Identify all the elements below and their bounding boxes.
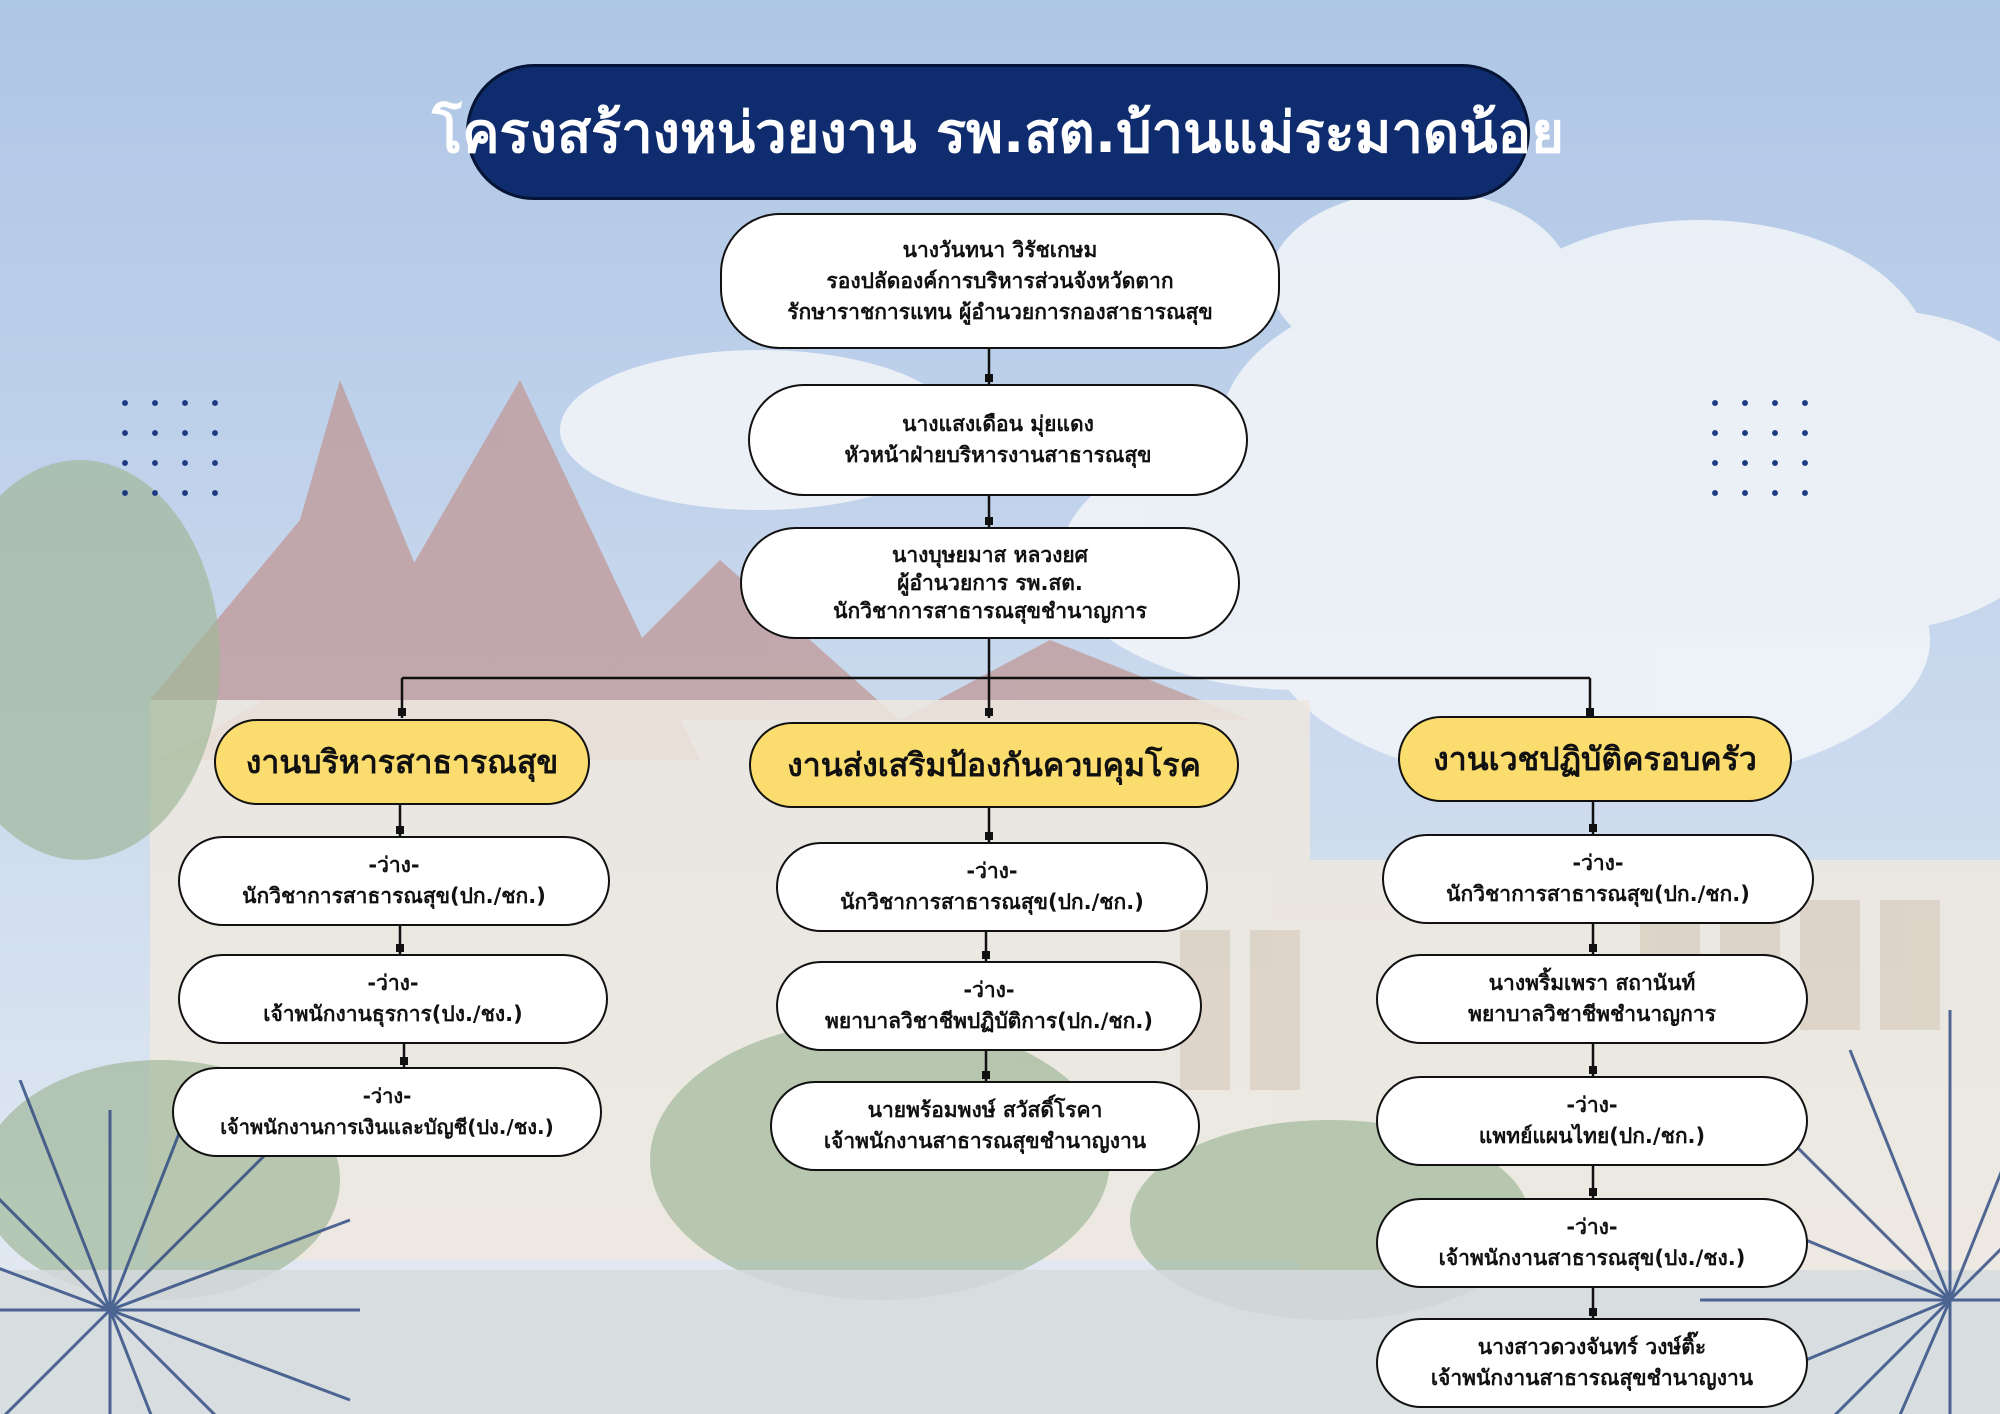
staff-name: -ว่าง- (966, 859, 1018, 883)
connector-node (1589, 1308, 1597, 1316)
staff-name: -ว่าง- (963, 978, 1015, 1002)
staff-node (770, 1081, 1200, 1171)
connector-node (398, 708, 406, 716)
staff-name: นางสาวดวงจันทร์ วงษ์ติ๊ะ (1477, 1335, 1707, 1359)
staff-name: -ว่าง- (362, 1084, 412, 1108)
department-prevention: งานส่งเสริมป้องกันควบคุมโรค (749, 722, 1239, 808)
connector-node (982, 1071, 990, 1079)
staff-position: นักวิชาการสาธารณสุข(ปก./ชก.) (1446, 882, 1750, 906)
staff-node (1382, 834, 1814, 924)
staff-name: -ว่าง- (1572, 851, 1624, 875)
connector-node (1586, 708, 1594, 716)
connector-node (1589, 1066, 1597, 1074)
staff-name: -ว่าง- (1566, 1093, 1618, 1117)
node-name: นางวันทนา วิรัชเกษม (902, 237, 1098, 262)
connector-node (985, 832, 993, 840)
staff-node (178, 836, 610, 926)
node-position: รองปลัดองค์การบริหารส่วนจังหวัดตาก (826, 268, 1174, 293)
staff-position: เจ้าพนักงานสาธารณสุขชำนาญงาน (823, 1129, 1147, 1153)
connector-node (1589, 824, 1597, 832)
staff-node (1376, 1318, 1808, 1408)
connector-node (985, 517, 993, 525)
staff-position: เจ้าพนักงานสาธารณสุข(ปง./ชง.) (1438, 1246, 1746, 1270)
staff-name: -ว่าง- (367, 971, 419, 995)
connector-node (985, 708, 993, 716)
staff-position: เจ้าพนักงานสาธารณสุขชำนาญงาน (1430, 1366, 1754, 1390)
connector-node (1589, 1188, 1597, 1196)
chart-title: โครงสร้างหน่วยงาน รพ.สต.บ้านแม่ระมาดน้อย (466, 64, 1530, 200)
staff-position: เจ้าพนักงานการเงินและบัญชี(ปง./ชง.) (220, 1115, 554, 1139)
staff-position: เจ้าพนักงานธุรการ(ปง./ชง.) (263, 1002, 523, 1026)
staff-node (172, 1067, 602, 1157)
staff-node (1376, 954, 1808, 1044)
staff-position: พยาบาลวิชาชีพปฏิบัติการ(ปก./ชก.) (825, 1009, 1153, 1033)
node-name: นางแสงเดือน มุ่ยแดง (902, 412, 1094, 436)
department-administration: งานบริหารสาธารณสุข (214, 719, 590, 805)
node-position: ผู้อำนวยการ รพ.สต. (897, 571, 1083, 595)
staff-name: นายพร้อมพงษ์ สวัสดิ์โรคา (867, 1098, 1103, 1122)
connector-node (985, 374, 993, 382)
node-position: หัวหน้าฝ่ายบริหารงานสาธารณสุข (844, 443, 1152, 467)
staff-name: นางพริ้มเพรา สถานันท์ (1488, 971, 1696, 995)
staff-node (776, 961, 1202, 1051)
node-head-of-section (748, 384, 1248, 496)
node-name: นางบุษยมาส หลวงยศ (891, 543, 1089, 567)
staff-position: นักวิชาการสาธารณสุข(ปก./ชก.) (840, 890, 1144, 914)
staff-name: -ว่าง- (368, 853, 420, 877)
node-position: รักษาราชการแทน ผู้อำนวยการกองสาธารณสุข (787, 299, 1213, 324)
connector-node (1589, 944, 1597, 952)
node-deputy-chief (720, 213, 1280, 349)
staff-node (178, 954, 608, 1044)
staff-position: พยาบาลวิชาชีพชำนาญการ (1468, 1002, 1716, 1026)
connector-node (396, 944, 404, 952)
connector-node (396, 826, 404, 834)
staff-position: แพทย์แผนไทย(ปก./ชก.) (1478, 1124, 1706, 1148)
node-position: นักวิชาการสาธารณสุขชำนาญการ (833, 599, 1147, 623)
node-director (740, 527, 1240, 639)
connector-node (400, 1057, 408, 1065)
staff-node (1376, 1198, 1808, 1288)
connector-node (982, 951, 990, 959)
staff-node (776, 842, 1208, 932)
staff-name: -ว่าง- (1566, 1215, 1618, 1239)
staff-position: นักวิชาการสาธารณสุข(ปก./ชก.) (242, 884, 546, 908)
staff-node (1376, 1076, 1808, 1166)
department-family-medicine: งานเวชปฏิบัติครอบครัว (1398, 716, 1792, 802)
